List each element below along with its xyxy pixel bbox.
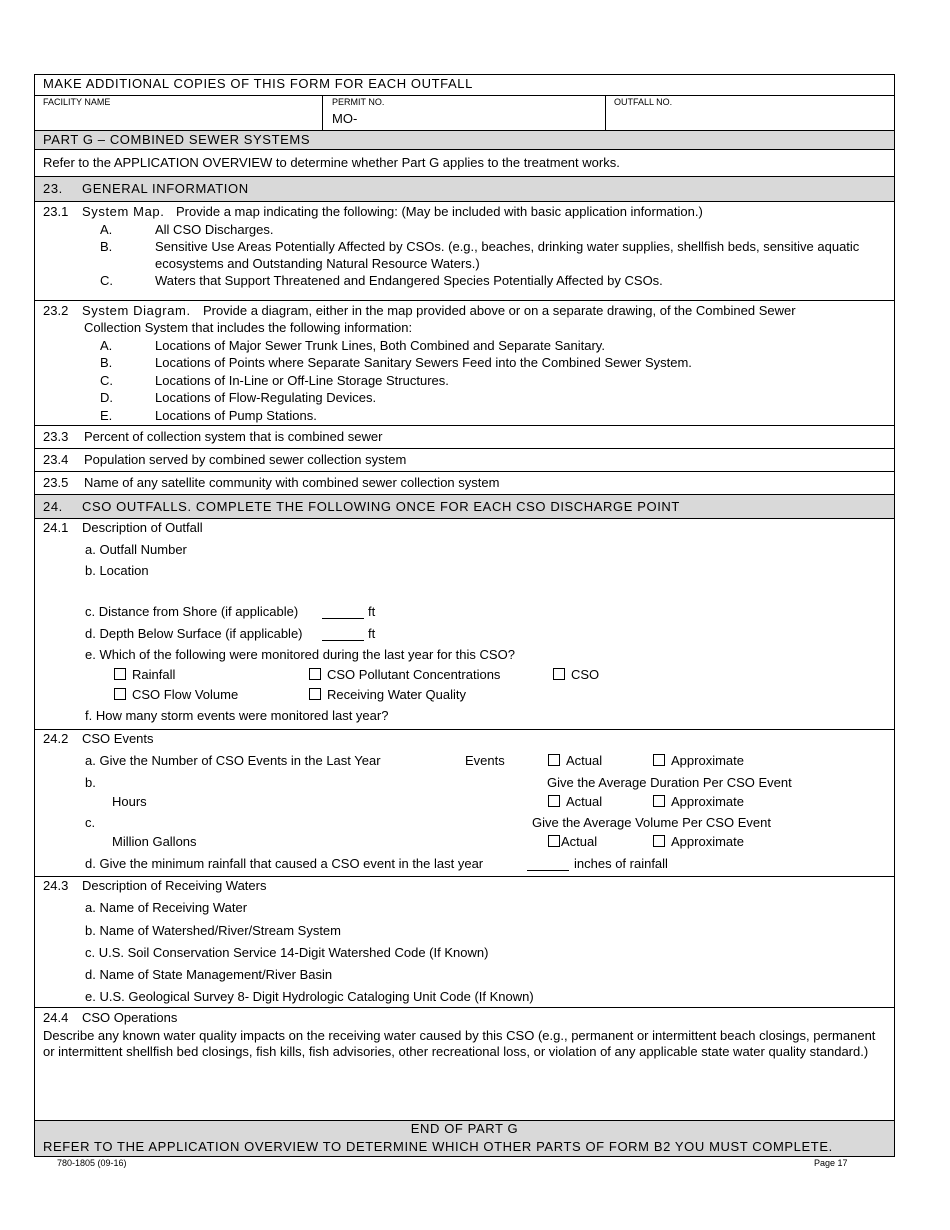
depth-unit-label: ft <box>368 626 376 641</box>
population-served-field[interactable] <box>420 450 890 470</box>
cso-pollutant-label: CSO Pollutant Concentrations <box>327 667 501 682</box>
item-23-5-text: Name of any satellite community with combined sewer collection system <box>84 475 500 490</box>
average-volume-label: Give the Average Volume Per CSO Event <box>532 815 771 830</box>
list-letter: D. <box>100 390 113 405</box>
list-item: Locations of Points where Separate Sanitary Sewers Feed into the Combined Sewer System. <box>155 355 692 370</box>
outfall-number-field[interactable] <box>200 540 880 558</box>
cso-pollutant-checkbox[interactable] <box>309 668 321 680</box>
duration-approximate-label: Approximate <box>671 794 744 809</box>
refer-overview-note: REFER TO THE APPLICATION OVERVIEW TO DETERMINE WHICH OTHER PARTS OF FORM B2 YOU MUST COMPLETE. <box>43 1139 833 1154</box>
volume-actual-checkbox[interactable] <box>548 835 560 847</box>
section-23-title: GENERAL INFORMATION <box>82 181 249 196</box>
cso-operations-description: Describe any known water quality impacts on the receiving water caused by this CSO (e.g., permanent or intermittent beach closings, permanent or intermittent shellfish bed closings, fish kills, fish advisories, other recreational loss, or violation of any applicable state water quality standard.) <box>43 1028 876 1059</box>
distance-from-shore-label: c. Distance from Shore (if applicable) <box>85 604 299 619</box>
item-23-3-text: Percent of collection system that is combined sewer <box>84 429 383 444</box>
item-24-4-title: CSO Operations <box>82 1010 178 1025</box>
million-gallons-unit-label: Million Gallons <box>112 834 197 849</box>
cso-flow-volume-label: CSO Flow Volume <box>132 687 239 702</box>
cso-flow-volume-checkbox[interactable] <box>114 688 126 700</box>
watershed-code-field[interactable] <box>530 943 880 961</box>
list-letter: C. <box>100 273 113 288</box>
facility-name-label: FACILITY NAME <box>43 97 111 107</box>
monitored-question: e. Which of the following were monitored during the last year for this CSO? <box>85 647 515 662</box>
list-item: Locations of Flow-Regulating Devices. <box>155 390 377 405</box>
cso-operations-field[interactable] <box>40 1078 888 1116</box>
item-23-2-label: System Diagram. <box>82 303 191 318</box>
item-23-2-text-cont: Collection System that includes the following information: <box>84 320 413 335</box>
distance-from-shore-field[interactable] <box>322 618 364 619</box>
minimum-rainfall-label: d. Give the minimum rainfall that caused a CSO event in the last year <box>85 856 484 871</box>
cso-checkbox[interactable] <box>553 668 565 680</box>
river-basin-field[interactable] <box>360 965 880 983</box>
list-item: All CSO Discharges. <box>155 222 274 237</box>
watershed-code-label: c. U.S. Soil Conservation Service 14-Digit Watershed Code (If Known) <box>85 945 489 960</box>
item-24-3-title: Description of Receiving Waters <box>82 878 267 893</box>
cso-events-count-field[interactable] <box>408 751 460 769</box>
volume-approximate-checkbox[interactable] <box>653 835 665 847</box>
outfall-number-label: a. Outfall Number <box>85 542 187 557</box>
receiving-water-name-field[interactable] <box>270 898 880 916</box>
watershed-name-label: b. Name of Watershed/River/Stream System <box>85 923 341 938</box>
outfall-no-field[interactable] <box>611 108 889 128</box>
permit-no-label: PERMIT NO. <box>332 97 385 107</box>
events-approximate-checkbox[interactable] <box>653 754 665 766</box>
hours-unit-label: Hours <box>112 794 147 809</box>
item-23-2-number: 23.2 <box>43 303 69 318</box>
duration-approximate-checkbox[interactable] <box>653 795 665 807</box>
list-letter: E. <box>100 408 113 423</box>
part-title: PART G – COMBINED SEWER SYSTEMS <box>43 132 311 147</box>
item-24-2-number: 24.2 <box>43 731 69 746</box>
end-of-part-title: END OF PART G <box>410 1121 519 1136</box>
receiving-water-name-label: a. Name of Receiving Water <box>85 900 248 915</box>
satellite-community-field[interactable] <box>535 473 890 493</box>
item-23-4-text: Population served by combined sewer collection system <box>84 452 407 467</box>
volume-approximate-label: Approximate <box>671 834 744 849</box>
item-24-1-number: 24.1 <box>43 520 69 535</box>
average-duration-label: Give the Average Duration Per CSO Event <box>547 775 792 790</box>
events-unit-label: Events <box>465 753 505 768</box>
receiving-water-quality-checkbox[interactable] <box>309 688 321 700</box>
item-24-4-number: 24.4 <box>43 1010 69 1025</box>
item-24-2-title: CSO Events <box>82 731 154 746</box>
list-letter: B. <box>100 355 113 370</box>
form-number: 780-1805 (09-16) <box>57 1158 127 1168</box>
list-item: Sensitive Use Areas Potentially Affected by CSOs. (e.g., beaches, drinking water supplies, shellfish beds, sensitive aquatic ecosystems and Outstanding Natural Resource Waters.) <box>155 239 860 271</box>
events-actual-checkbox[interactable] <box>548 754 560 766</box>
item-23-2-text: Provide a diagram, either in the map provided above or on a separate drawing, of the Combined Sewer <box>203 303 796 318</box>
events-approximate-label: Approximate <box>671 753 744 768</box>
storm-events-field[interactable] <box>420 706 880 724</box>
item-23-4-number: 23.4 <box>43 452 69 467</box>
item-23-5-number: 23.5 <box>43 475 69 490</box>
item-24-1-title: Description of Outfall <box>82 520 203 535</box>
page-number: Page 17 <box>814 1158 848 1168</box>
hydrologic-code-label: e. U.S. Geological Survey 8- Digit Hydrologic Cataloging Unit Code (If Known) <box>85 989 534 1004</box>
cso-label: CSO <box>571 667 600 682</box>
volume-actual-label: Actual <box>561 834 598 849</box>
distance-unit-label: ft <box>368 604 376 619</box>
average-volume-field[interactable] <box>215 832 515 850</box>
item-23-1-label: System Map. <box>82 204 165 219</box>
list-item: Locations of In-Line or Off-Line Storage Structures. <box>155 373 449 388</box>
average-duration-field[interactable] <box>160 792 520 810</box>
item-23-1-number: 23.1 <box>43 204 69 219</box>
receiving-water-quality-label: Receiving Water Quality <box>327 687 466 702</box>
item-24-3-number: 24.3 <box>43 878 69 893</box>
duration-item-letter: b. <box>85 775 96 790</box>
location-label: b. Location <box>85 563 149 578</box>
item-23-3-number: 23.3 <box>43 429 69 444</box>
list-letter: C. <box>100 373 113 388</box>
outfall-no-label: OUTFALL NO. <box>614 97 673 107</box>
list-item: Waters that Support Threatened and Endangered Species Potentially Affected by CSOs. <box>155 273 663 288</box>
events-actual-label: Actual <box>566 753 603 768</box>
make-copies-note: MAKE ADDITIONAL COPIES OF THIS FORM FOR EACH OUTFALL <box>43 76 473 91</box>
facility-name-field[interactable] <box>40 108 318 128</box>
inches-rainfall-unit-label: inches of rainfall <box>574 856 668 871</box>
item-23-1-text: Provide a map indicating the following: (May be included with basic application information.) <box>176 204 703 219</box>
duration-actual-checkbox[interactable] <box>548 795 560 807</box>
percent-combined-field[interactable] <box>410 427 890 447</box>
duration-actual-label: Actual <box>566 794 603 809</box>
location-field[interactable] <box>160 561 880 597</box>
rainfall-checkbox[interactable] <box>114 668 126 680</box>
volume-item-letter: c. <box>85 815 96 830</box>
cso-events-count-label: a. Give the Number of CSO Events in the Last Year <box>85 753 381 768</box>
list-item: Locations of Pump Stations. <box>155 408 317 423</box>
section-23-number: 23. <box>43 181 63 196</box>
section-24-title: CSO OUTFALLS. COMPLETE THE FOLLOWING ONCE FOR EACH CSO DISCHARGE POINT <box>82 499 680 514</box>
list-letter: B. <box>100 239 113 254</box>
hydrologic-code-field[interactable] <box>575 987 880 1005</box>
list-letter: A. <box>100 338 113 353</box>
section-24-number: 24. <box>43 499 63 514</box>
intro-text: Refer to the APPLICATION OVERVIEW to determine whether Part G applies to the treatment works. <box>43 155 620 170</box>
river-basin-label: d. Name of State Management/River Basin <box>85 967 333 982</box>
minimum-rainfall-field[interactable] <box>527 870 569 871</box>
storm-events-question: f. How many storm events were monitored last year? <box>85 708 389 723</box>
list-item: Locations of Major Sewer Trunk Lines, Both Combined and Separate Sanitary. <box>155 338 605 353</box>
permit-no-field[interactable]: MO- <box>332 111 358 126</box>
rainfall-label: Rainfall <box>132 667 176 682</box>
list-letter: A. <box>100 222 113 237</box>
depth-below-surface-label: d. Depth Below Surface (if applicable) <box>85 626 303 641</box>
depth-below-surface-field[interactable] <box>322 640 364 641</box>
watershed-name-field[interactable] <box>370 921 880 939</box>
